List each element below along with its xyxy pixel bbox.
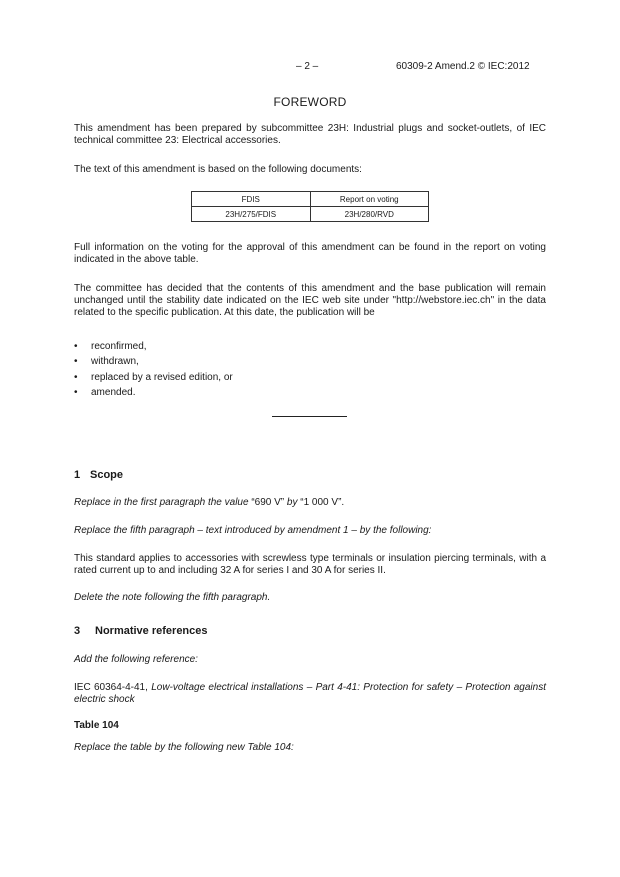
- publication-status-list: [74, 341, 233, 402]
- document-reference: 60309-2 Amend.2 © IEC:2012: [396, 61, 530, 72]
- section-title: Normative references: [95, 625, 208, 637]
- table-header-cell: Report on voting: [310, 192, 429, 207]
- normative-reference-entry: IEC 60364-4-41, Low-voltage electrical installations – Part 4-41: Protection for safety – Protection against electric shock: [74, 682, 546, 705]
- section-divider: [272, 416, 347, 417]
- list-item: • amended.: [74, 386, 136, 398]
- bullet-icon: •: [74, 356, 78, 368]
- bullet-icon: •: [74, 371, 78, 383]
- table-cell: 23H/280/RVD: [310, 207, 429, 222]
- normative-references-heading: [74, 625, 208, 637]
- bullet-icon: •: [74, 386, 78, 398]
- list-item: • withdrawn,: [74, 356, 139, 368]
- section-title: Scope: [90, 469, 124, 481]
- scope-instruction-1: Replace in the first paragraph the value “690 V” by “1 000 V”.: [74, 497, 345, 508]
- voting-documents-table: [191, 191, 429, 222]
- table-header-cell: FDIS: [192, 192, 311, 207]
- table-header-row: [192, 192, 429, 207]
- list-item: • replaced by a revised edition, or: [74, 371, 233, 383]
- table-104-instruction: Replace the table by the following new Table 104:: [74, 742, 294, 753]
- section-number: 3: [74, 625, 81, 637]
- foreword-paragraph-4: The committee has decided that the contents of this amendment and the base publication will remain unchanged until the stability date indicated on the IEC web site under "http://webstore.iec.ch" in the data related to the specific publication. At this date, the publication will be: [74, 283, 546, 318]
- scope-instruction-3: Delete the note following the fifth paragraph.: [74, 592, 271, 603]
- scope-instruction-2: Replace the fifth paragraph – text introduced by amendment 1 – by the following:: [74, 525, 432, 536]
- scope-body-text: This standard applies to accessories with screwless type terminals or insulation piercing terminals, with a rated current up to and including 32 A for series I and 30 A for series II.: [74, 553, 546, 576]
- foreword-paragraph-1: This amendment has been prepared by subcommittee 23H: Industrial plugs and socket-outlets, of IEC technical committee 23: Electrical accessories.: [74, 123, 546, 146]
- table-row: [192, 207, 429, 222]
- scope-heading: [74, 469, 123, 481]
- foreword-title: FOREWORD: [273, 95, 347, 109]
- page-number: – 2 –: [296, 61, 319, 72]
- table-104-title: Table 104: [74, 720, 119, 731]
- normative-instruction: Add the following reference:: [74, 654, 198, 665]
- list-item: • reconfirmed,: [74, 341, 147, 352]
- foreword-paragraph-2: The text of this amendment is based on the following documents:: [74, 164, 362, 175]
- bullet-icon: •: [74, 341, 78, 352]
- foreword-paragraph-3: Full information on the voting for the approval of this amendment can be found in the report on voting indicated in the above table.: [74, 242, 546, 265]
- table-cell: 23H/275/FDIS: [192, 207, 311, 222]
- section-number: 1: [74, 469, 81, 481]
